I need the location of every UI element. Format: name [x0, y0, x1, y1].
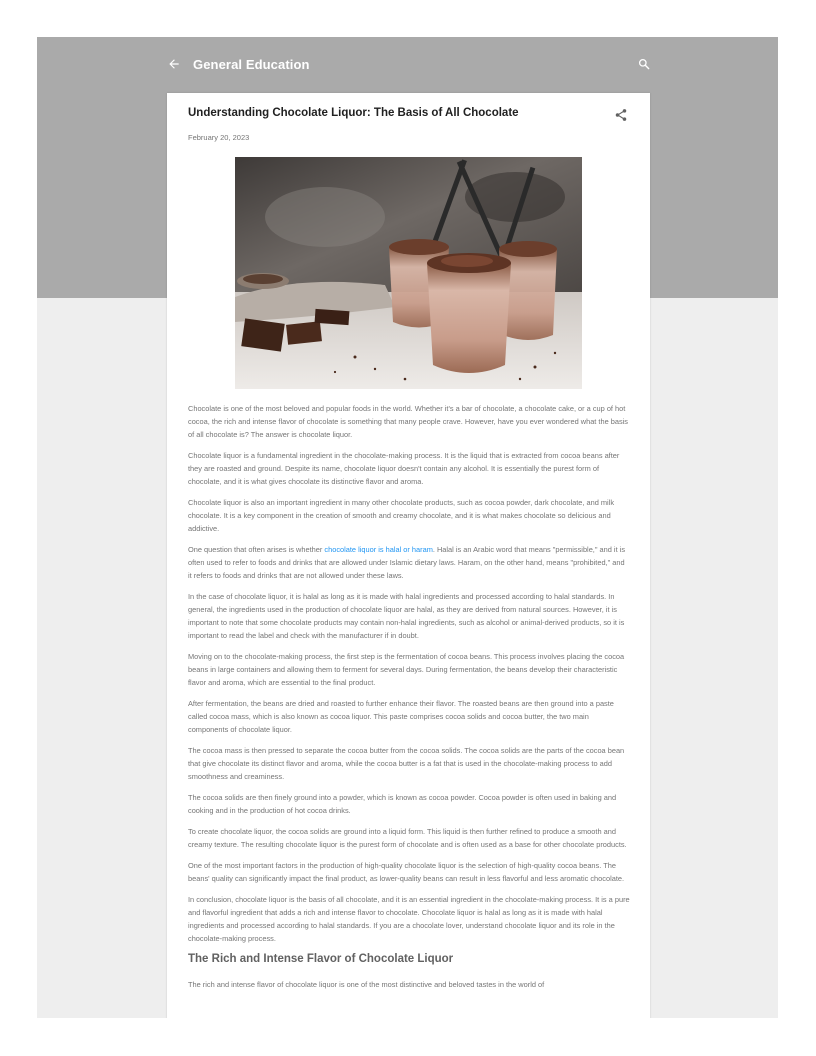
paragraph: Moving on to the chocolate-making process, the first step is the fermentation of cocoa beans. This process involves placing the cocoa beans in large containers and allowing them to ferment for several days. During fermentation, the beans develop their characteristic flavor and aroma, which are essential to the final product.: [188, 652, 625, 687]
share-icon[interactable]: [614, 108, 628, 122]
post-date: February 20, 2023: [188, 133, 250, 142]
paragraph: Chocolate liquor is a fundamental ingredient in the chocolate-making process. It is the liquid that is extracted from cocoa beans after they are roasted and ground. Despite its name, chocolate liquor doesn't contain any alcohol. It is essentially the purest form of chocolate, and it is what gives chocolate its distinctive flavor and aroma.: [188, 451, 620, 486]
paragraph: One of the most important factors in the production of high-quality chocolate liquor is the selection of high-quality cocoa beans. The beans' quality can significantly impact the final product, as lower-quality beans can result in less flavorful and less aromatic chocolate.: [188, 861, 625, 883]
paragraph: The cocoa mass is then pressed to separate the cocoa butter from the cocoa solids. The cocoa solids are the parts of the cocoa bean that give chocolate its distinct flavor and aroma, while the cocoa butter is a fat that is used in the chocolate-making process to add smoothness and creaminess.: [188, 746, 625, 781]
search-icon[interactable]: [637, 57, 651, 71]
paragraph-text: . Halal is an Arabic word that means "permissible," and it is often used to refer to foods and drinks that are allowed under Islamic dietary laws. Haram, on the other hand, means "prohibited," and it refers to foods and drinks that are not allowed under these laws.: [188, 545, 626, 580]
halal-haram-link[interactable]: chocolate liquor is halal or haram: [324, 545, 433, 554]
page-frame: [37, 37, 778, 1018]
post-card: [167, 93, 650, 1018]
paragraph-with-link: [188, 543, 630, 582]
post-title: Understanding Chocolate Liquor: The Basis of All Chocolate: [188, 107, 519, 119]
paragraph: In the case of chocolate liquor, it is halal as long as it is made with halal ingredients and processed according to halal standards. In general, the ingredients used in the production of chocolate liquor are halal, as they are derived from natural sources. However, it is important to note that some chocolate products may contain non-halal ingredients, such as alcohol or animal-derived products, so it is important to read the label and check with the manufacturer if in doubt.: [188, 592, 625, 640]
paragraph: Chocolate liquor is also an important ingredient in many other chocolate products, such as cocoa powder, dark chocolate, and milk chocolate. It is a key component in the creation of smooth and creamy chocolate, and it is what makes chocolate so delicious and addictive.: [188, 498, 615, 533]
arrow-left-icon[interactable]: [167, 57, 181, 71]
chocolate-drinks-image: [235, 157, 582, 389]
paragraph: To create chocolate liquor, the cocoa solids are ground into a liquid form. This liquid is then further refined to produce a smooth and creamy texture. The resulting chocolate liquor is the purest form of chocolate and is often used as a base for other chocolate products.: [188, 827, 627, 849]
paragraph: The cocoa solids are then finely ground into a powder, which is known as cocoa powder. Cocoa powder is often used in baking and cooking and in the production of hot cocoa drinks.: [188, 793, 617, 815]
post-body: [188, 402, 630, 999]
paragraph: Chocolate is one of the most beloved and popular foods in the world. Whether it's a bar of chocolate, a chocolate cake, or a cup of hot cocoa, the rich and intense flavor of chocolate is something that many people crave. However, have you ever wondered what the basis of all chocolate is? The answer is chocolate liquor.: [188, 404, 628, 439]
paragraph: In conclusion, chocolate liquor is the basis of all chocolate, and it is an essential ingredient in the chocolate-making process. It is a pure and flavorful ingredient that adds a rich and intense flavor to chocolate. Chocolate liquor is halal as long as it is made with halal ingredients and processed according to halal standards. If you are a chocolate lover, understand chocolate liquor and its role in the chocolate-making process.: [188, 895, 630, 943]
paragraph-text: One question that often arises is whether: [188, 545, 325, 554]
section-heading: The Rich and Intense Flavor of Chocolate Liquor: [188, 953, 454, 965]
paragraph: After fermentation, the beans are dried and roasted to further enhance their flavor. The roasted beans are then ground into a paste called cocoa mass, which is also known as cocoa liquor. This paste comprises cocoa solids and cocoa butter, the two main components of chocolate liquor.: [188, 699, 614, 734]
paragraph: The rich and intense flavor of chocolate liquor is one of the most distinctive and beloved tastes in the world of: [188, 980, 545, 989]
top-bar: [167, 51, 651, 77]
blog-title[interactable]: General Education: [193, 56, 310, 72]
